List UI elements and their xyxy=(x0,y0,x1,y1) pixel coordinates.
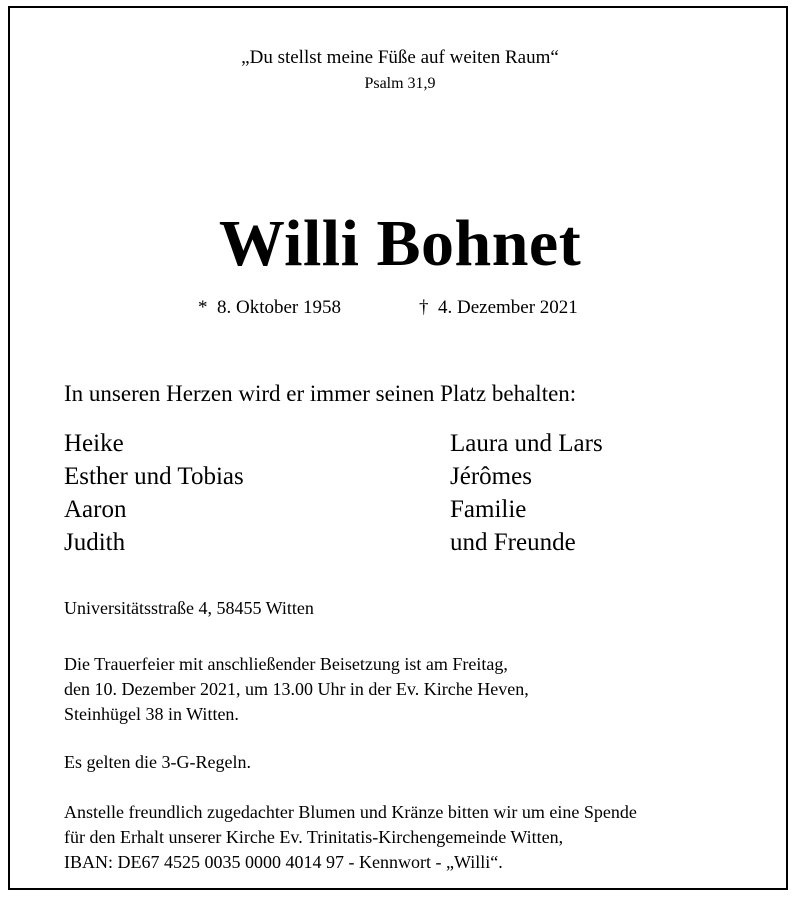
mourners-left-column xyxy=(64,427,244,559)
mourners-intro: In unseren Herzen wird er immer seinen Platz behalten: xyxy=(64,381,577,406)
death-date: † 4. Dezember 2021 xyxy=(419,297,578,318)
mourner-name: und Freunde xyxy=(450,529,576,556)
family-address: Universitätsstraße 4, 58455 Witten xyxy=(64,598,314,618)
birth-date: * 8. Oktober 1958 xyxy=(198,297,342,318)
mourner-name: Laura und Lars xyxy=(450,430,603,457)
mourner-name: Esther und Tobias xyxy=(64,463,244,490)
donation-line: für den Erhalt unserer Kirche Ev. Trinitatis-Kirchengemeinde Witten, xyxy=(64,827,564,847)
donation-line: Anstelle freundlich zugedachter Blumen und Kränze bitten wir um eine Spende xyxy=(64,802,637,822)
covid-rules xyxy=(64,750,251,775)
mourner-name: Judith xyxy=(64,529,126,556)
funeral-line: Die Trauerfeier mit anschließender Beisetzung ist am Freitag, xyxy=(64,654,508,674)
psalm-reference: Psalm 31,9 xyxy=(364,75,436,92)
funeral-line: den 10. Dezember 2021, um 13.00 Uhr in der Ev. Kirche Heven, xyxy=(64,679,529,699)
mourner-name: Heike xyxy=(64,430,124,457)
funeral-line: Steinhügel 38 in Witten. xyxy=(64,704,239,724)
mourner-name: Jérômes xyxy=(450,463,532,490)
funeral-details xyxy=(64,652,529,727)
mourners-right-column xyxy=(450,427,603,559)
donation-request xyxy=(64,800,637,875)
mourner-name: Familie xyxy=(450,496,527,523)
bible-quote: „Du stellst meine Füße auf weiten Raum“ xyxy=(241,47,559,68)
rules-line: Es gelten die 3-G-Regeln. xyxy=(64,752,251,772)
donation-line: IBAN: DE67 4525 0035 0000 4014 97 - Kennwort - „Willi“. xyxy=(64,852,503,872)
mourner-name: Aaron xyxy=(64,496,127,523)
deceased-name: Willi Bohnet xyxy=(218,207,582,280)
